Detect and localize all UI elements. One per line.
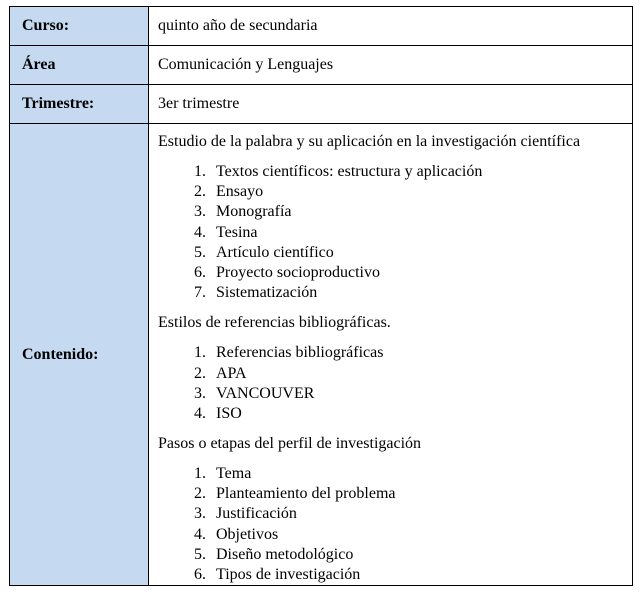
- list-item: [158, 504, 632, 524]
- item-text: Justificación: [216, 505, 297, 523]
- curso-value: quinto año de secundaria: [149, 7, 633, 46]
- curso-label: Curso:: [10, 7, 149, 46]
- course-info-table: [9, 6, 633, 586]
- list-item: [158, 484, 632, 504]
- item-text: Sistematización: [216, 284, 318, 302]
- trimestre-value: 3er trimestre: [149, 85, 633, 124]
- list-item: [158, 565, 632, 585]
- area-label: Área: [10, 46, 149, 85]
- item-text: Referencias bibliográficas: [216, 344, 384, 362]
- item-number: 2.: [194, 183, 206, 201]
- list-item: [158, 545, 632, 565]
- area-value: Comunicación y Lenguajes: [149, 46, 633, 85]
- list-item: [158, 364, 632, 384]
- contenido-row: [10, 124, 633, 586]
- item-number: 1.: [194, 344, 206, 362]
- item-text: Tesina: [216, 223, 258, 241]
- section-heading: Pasos o etapas del perfil de investigación: [158, 435, 422, 453]
- item-number: 1.: [194, 465, 206, 483]
- trimestre-row: [10, 85, 633, 124]
- list-item: [158, 384, 632, 404]
- list-item: [158, 525, 632, 545]
- curso-row: [10, 7, 633, 46]
- list-item: [158, 202, 632, 222]
- item-number: 1.: [194, 163, 206, 180]
- item-number: 5.: [194, 243, 206, 261]
- item-number: 5.: [194, 545, 206, 563]
- item-text: Textos científicos: estructura y aplicación: [216, 163, 483, 180]
- list-item: [158, 283, 632, 303]
- list-item: [158, 404, 632, 424]
- item-number: 4.: [194, 223, 206, 241]
- section-list: [158, 162, 632, 303]
- item-number: 4.: [194, 404, 206, 422]
- item-number: 3.: [194, 203, 206, 221]
- item-text: APA: [216, 364, 247, 382]
- list-item: [158, 162, 632, 182]
- item-number: 4.: [194, 525, 206, 543]
- item-text: Tema: [216, 465, 252, 483]
- list-item: [158, 243, 632, 263]
- contenido-label: Contenido:: [10, 124, 149, 586]
- item-number: 2.: [194, 364, 206, 382]
- item-text: Artículo científico: [216, 243, 334, 261]
- item-number: 7.: [194, 284, 206, 302]
- section-heading: Estudio de la palabra y su aplicación en la investigación científica: [158, 133, 581, 150]
- item-text: Tipos de investigación: [216, 566, 361, 583]
- item-number: 3.: [194, 384, 206, 402]
- item-text: VANCOUVER: [216, 384, 315, 402]
- item-text: Monografía: [216, 203, 292, 221]
- item-number: 2.: [194, 485, 206, 503]
- list-item: [158, 182, 632, 202]
- area-row: [10, 46, 633, 85]
- list-item: [158, 263, 632, 283]
- item-number: 3.: [194, 505, 206, 523]
- item-text: Objetivos: [216, 525, 279, 543]
- item-text: Ensayo: [216, 183, 264, 201]
- item-text: Planteamiento del problema: [216, 485, 396, 503]
- item-text: Diseño metodológico: [216, 545, 354, 563]
- contenido-value: [149, 124, 633, 586]
- section-list: [158, 464, 632, 585]
- list-item: [158, 223, 632, 243]
- item-number: 6.: [194, 566, 206, 583]
- list-item: [158, 343, 632, 363]
- trimestre-label: Trimestre:: [10, 85, 149, 124]
- list-item: [158, 464, 632, 484]
- section-list: [158, 343, 632, 424]
- section-heading: Estilos de referencias bibliográficas.: [158, 314, 391, 332]
- item-text: ISO: [216, 404, 242, 422]
- item-text: Proyecto socioproductivo: [216, 263, 380, 281]
- item-number: 6.: [194, 263, 206, 281]
